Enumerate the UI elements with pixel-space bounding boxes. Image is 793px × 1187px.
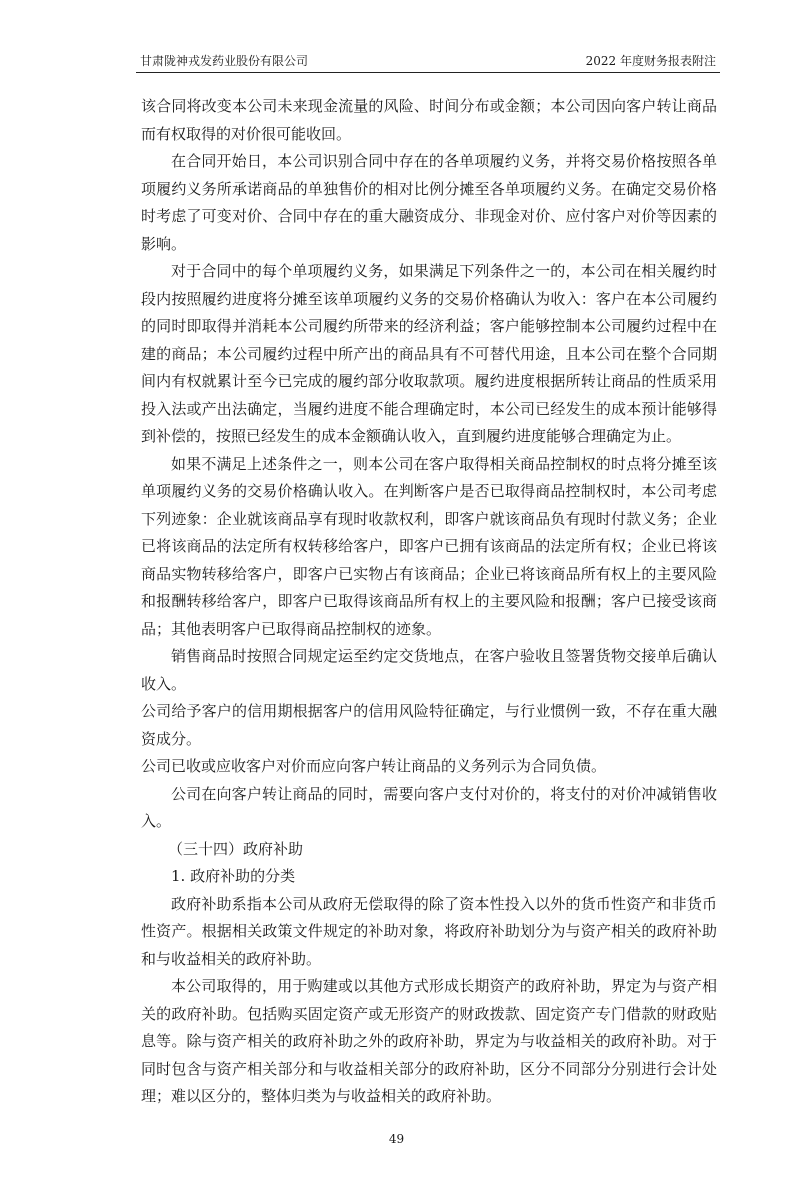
paragraph: 对于合同中的每个单项履约义务，如果满足下列条件之一的，本公司在相关履约时段内按照履约进度将分摊至该单项履约义务的交易价格确认为收入：客户在本公司履约的同时即取得并消耗本公司履约所带来的经济利益；客户能够控制本公司履约过程中在建的商品；本公司履约过程中所产出的商品具有不可替代用途，且本公司在整个合同期间内有权就累计至今已完成的履约部分收取款项。履约进度根据所转让商品的性质采用投入法或产出法确定，当履约进度不能合理确定时，本公司已经发生的成本预计能够得到补偿的，按照已经发生的成本金额确认收入，直到履约进度能够合理确定为止。 [141, 262, 717, 445]
paragraph: 该合同将改变本公司未来现金流量的风险、时间分布或金额；本公司因向客户转让商品而有权取得的对价很可能收回。 [141, 97, 717, 143]
section-heading: （三十四）政府补助 [168, 839, 304, 858]
paragraph: 公司已收或应收客户对价而应向客户转让商品的义务列示为合同负债。 [141, 757, 607, 775]
paragraph: 如果不满足上述条件之一，则本公司在客户取得相关商品控制权的时点将分摊至该单项履约义务的交易价格确认收入。在判断客户是否已取得商品控制权时，本公司考虑下列迹象：企业就该商品享有现时收款权利，即客户就该商品负有现时付款义务；企业已将该商品的法定所有权转移给客户，即客户已拥有该商品的法定所有权；企业已将该商品实物转移给客户，即客户已实物占有该商品；企业已将该商品所有权上的主要风险和报酬转移给客户，即客户已取得该商品所有权上的主要风险和报酬；客户已接受该商品；其他表明客户已取得商品控制权的迹象。 [141, 454, 717, 638]
paragraph: 在合同开始日，本公司识别合同中存在的各单项履约义务，并将交易价格按照各单项履约义务所承诺商品的单独售价的相对比例分摊至各单项履约义务。在确定交易价格时考虑了可变对价、合同中存在的重大融资成分、非现金对价、应付客户对价等因素的影响。 [141, 152, 717, 253]
paragraph: 销售商品时按照合同规定运至约定交货地点，在客户验收且签署货物交接单后确认收入。 [141, 647, 717, 693]
subsection-heading: 1. 政府补助的分类 [171, 867, 296, 885]
paragraph: 政府补助系指本公司从政府无偿取得的除了资本性投入以外的货币性资产和非货币性资产。根据相关政策文件规定的补助对象，将政府补助划分为与资产相关的政府补助和与收益相关的政府补助。 [141, 894, 717, 968]
page-body [141, 93, 717, 1111]
paragraph: 公司给予客户的信用期根据客户的信用风险特征确定，与行业惯例一致，不存在重大融资成分。 [141, 702, 717, 748]
page-number: 49 [388, 1131, 405, 1146]
paragraph: 公司在向客户转让商品的同时，需要向客户支付对价的，将支付的对价冲减销售收入。 [141, 784, 717, 830]
paragraph: 本公司取得的，用于购建或以其他方式形成长期资产的政府补助，界定为与资产相关的政府补助。包括购买固定资产或无形资产的财政拨款、固定资产专门借款的财政贴息等。除与资产相关的政府补助之外的政府补助，界定为与收益相关的政府补助。对于同时包含与资产相关部分和与收益相关部分的政府补助，区分不同部分分别进行会计处理；难以区分的，整体归类为与收益相关的政府补助。 [141, 977, 717, 1105]
report-title: 2022 年度财务报表附注 [585, 54, 716, 68]
company-name: 甘肃陇神戎发药业股份有限公司 [140, 54, 309, 68]
